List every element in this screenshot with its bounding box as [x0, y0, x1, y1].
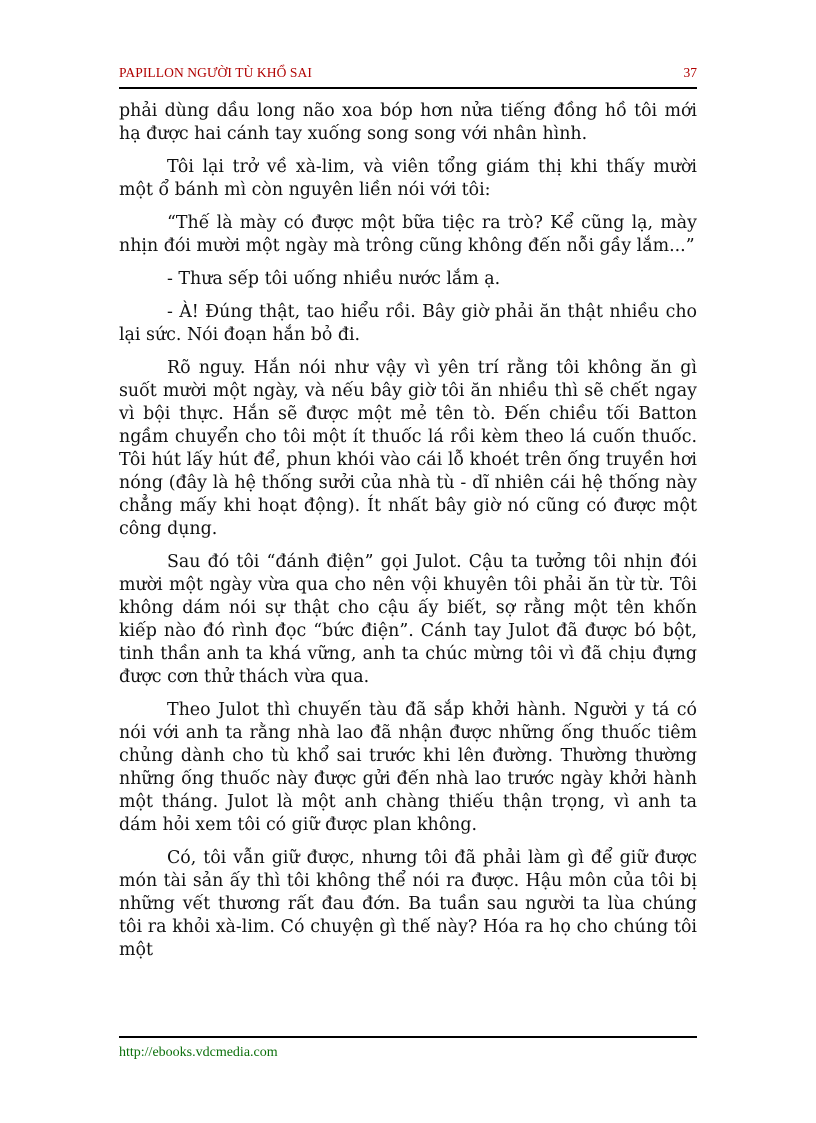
paragraph-4: - Thưa sếp tôi uống nhiều nước lắm ạ.: [167, 269, 501, 289]
footer-url-link[interactable]: http://ebooks.vdcmedia.com: [119, 1045, 278, 1060]
header-divider: [119, 87, 697, 89]
paragraph-9: Có, tôi vẫn giữ được, nhưng tôi đã phải làm gì để giữ được món tài sản ấy thì tôi không thể nói ra được. Hậu môn của tôi bị những vết thương rất đau đớn. Ba tuần sau người ta lùa chúng tôi ra khỏi xà-lim. Có chuyện gì thế này? Hóa ra họ cho chúng tôi một: [119, 848, 697, 960]
paragraph-6: Rõ nguy. Hắn nói như vậy vì yên trí rằng tôi không ăn gì suốt mười một ngày, và nếu bây giờ tôi ăn nhiều thì sẽ chết ngay vì bội thực. Hắn sẽ được một mẻ tên tò. Đến chiều tối Batton ngầm chuyển cho tôi một ít thuốc lá rồi kèm theo lá cuốn thuốc. Tôi hút lấy hút để, phun khói vào cái lỗ khoét trên ống truyền hơi nóng (đây là hệ thống sưởi của nhà tù - dĩ nhiên cái hệ thống này chẳng mấy khi hoạt động). Ít nhất bây giờ nó cũng có được một công dụng.: [119, 358, 697, 539]
footer-divider: [119, 1036, 697, 1038]
paragraph-2: Tôi lại trở về xà-lim, và viên tổng giám thị khi thấy mười một ổ bánh mì còn nguyên liền nói với tôi:: [119, 157, 697, 200]
paragraph-7: Sau đó tôi “đánh điện” gọi Julot. Cậu ta tưởng tôi nhịn đói mười một ngày vừa qua cho nên vội khuyên tôi phải ăn từ từ. Tôi không dám nói sự thật cho cậu ấy biết, sợ rằng một tên khốn kiếp nào đó rình đọc “bức điện”. Cánh tay Julot đã được bó bột, tinh thần anh ta khá vững, anh ta chúc mừng tôi vì đã chịu đựng được cơn thử thách vừa qua.: [119, 552, 697, 687]
paragraph-5: - À! Đúng thật, tao hiểu rồi. Bây giờ phải ăn thật nhiều cho lại sức. Nói đoạn hắn bỏ đi.: [119, 302, 697, 345]
page-number: 37: [683, 65, 697, 80]
book-title: PAPILLON NGƯỜI TÙ KHỔ SAI: [119, 65, 312, 80]
paragraph-3: “Thế là mày có được một bữa tiệc ra trò? Kể cũng lạ, mày nhịn đói mười một ngày mà trông cũng không đến nỗi gầy lắm...”: [119, 213, 697, 256]
page-header: [119, 62, 697, 84]
paragraph-1: phải dùng dầu long não xoa bóp hơn nửa tiếng đồng hồ tôi mới hạ được hai cánh tay xuống song song với nhân hình.: [119, 101, 697, 144]
page-body: [119, 100, 697, 972]
paragraph-8: Theo Julot thì chuyến tàu đã sắp khởi hành. Người y tá có nói với anh ta rằng nhà lao đã nhận được những ống thuốc tiêm chủng dành cho tù khổ sai trước khi lên đường. Thường thường những ống thuốc này được gửi đến nhà lao trước ngày khởi hành một tháng. Julot là một anh chàng thiếu thận trọng, vì anh ta dám hỏi xem tôi có giữ được plan không.: [119, 700, 697, 835]
